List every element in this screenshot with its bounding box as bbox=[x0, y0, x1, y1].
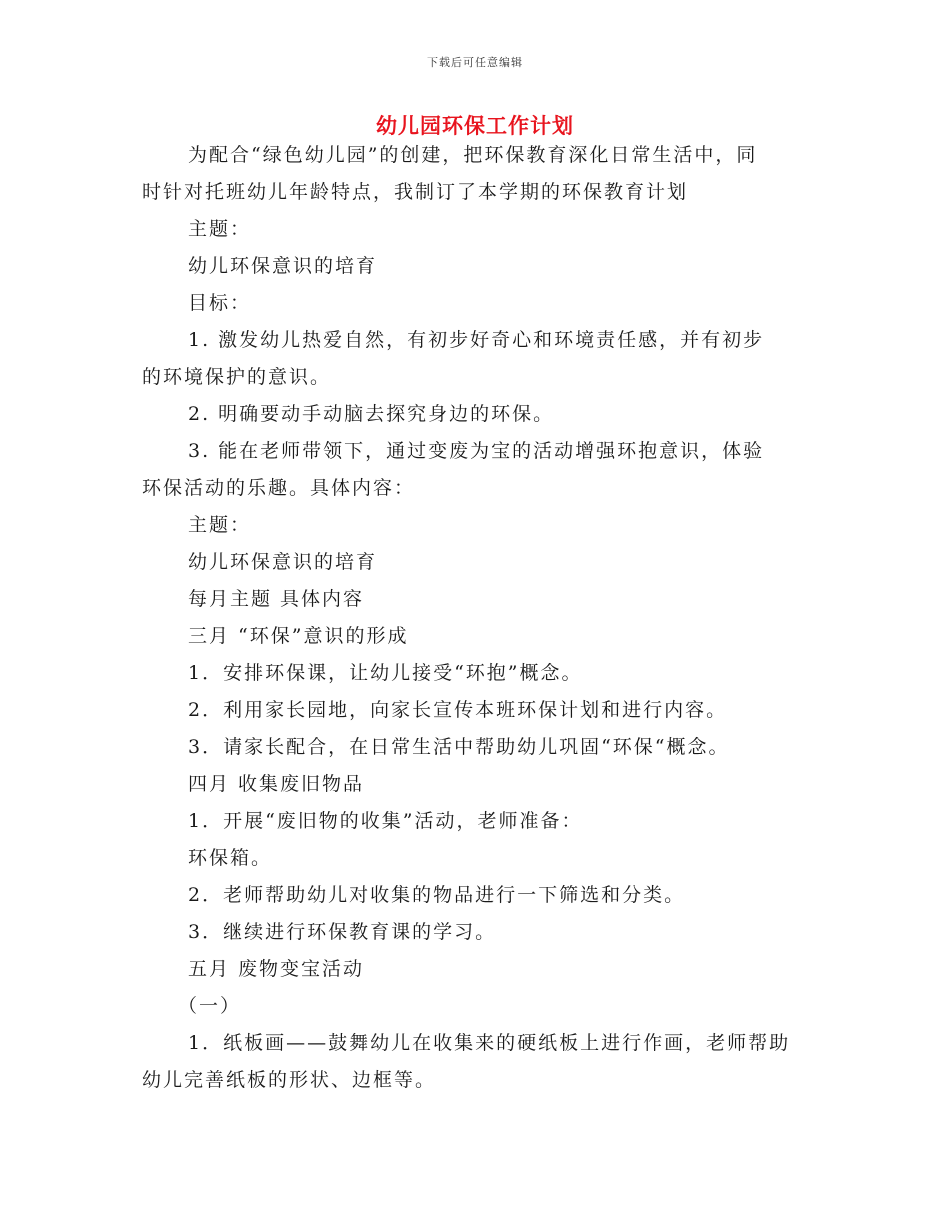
paragraph-line: 2．老师帮助幼儿对收集的物品进行一下筛选和分类。 bbox=[188, 884, 686, 906]
paragraph-line: 1. 激发幼儿热爱自然，有初步好奇心和环境责任感，并有初步 bbox=[188, 329, 765, 351]
paragraph-line: 3．继续进行环保教育课的学习。 bbox=[188, 921, 497, 943]
paragraph-line: 主题： bbox=[188, 514, 252, 536]
paragraph-line: 幼儿完善纸板的形状、边框等。 bbox=[142, 1069, 437, 1091]
paragraph-line: （一） bbox=[178, 995, 242, 1017]
paragraph-line: 每月主题 具体内容 bbox=[188, 588, 365, 610]
document-body bbox=[142, 137, 810, 1099]
paragraph-line: 的环境保护的意识。 bbox=[142, 366, 332, 388]
paragraph-line: 三月 “环保”意识的形成 bbox=[188, 625, 409, 647]
paragraph-line: 幼儿环保意识的培育 bbox=[188, 551, 378, 573]
page-header-note: 下载后可任意编辑 bbox=[427, 56, 523, 69]
paragraph-line: 环保活动的乐趣。具体内容： bbox=[142, 477, 416, 499]
paragraph-line: 1．开展“废旧物的收集”活动，老师准备： bbox=[188, 810, 583, 832]
paragraph-line: 1．安排环保课，让幼儿接受“环抱”概念。 bbox=[188, 662, 583, 684]
paragraph-line: 时针对托班幼儿年龄特点，我制订了本学期的环保教育计划 bbox=[142, 181, 689, 203]
document-title: 幼儿园环保工作计划 bbox=[376, 113, 574, 138]
paragraph-line: 五月 废物变宝活动 bbox=[188, 958, 365, 980]
paragraph-line: 3. 能在老师带领下，通过变废为宝的活动增强环抱意识，体验 bbox=[188, 440, 765, 462]
paragraph-line: 幼儿环保意识的培育 bbox=[188, 255, 378, 277]
paragraph-line: 3．请家长配合，在日常生活中帮助幼儿巩固“环保“概念。 bbox=[188, 736, 730, 758]
paragraph-line: 2．利用家长园地，向家长宣传本班环保计划和进行内容。 bbox=[188, 699, 728, 721]
paragraph-line: 目标： bbox=[188, 292, 252, 314]
paragraph-line: 为配合“绿色幼儿园”的创建，把环保教育深化日常生活中，同 bbox=[188, 144, 758, 166]
paragraph-line: 主题： bbox=[188, 218, 252, 240]
paragraph-line: 1．纸板画——鼓舞幼儿在收集来的硬纸板上进行作画，老师帮助 bbox=[188, 1032, 791, 1054]
paragraph-line: 环保箱。 bbox=[188, 847, 273, 869]
paragraph-line: 四月 收集废旧物品 bbox=[188, 773, 365, 795]
paragraph-line: 2. 明确要动手动脑去探究身边的环保。 bbox=[188, 403, 555, 425]
